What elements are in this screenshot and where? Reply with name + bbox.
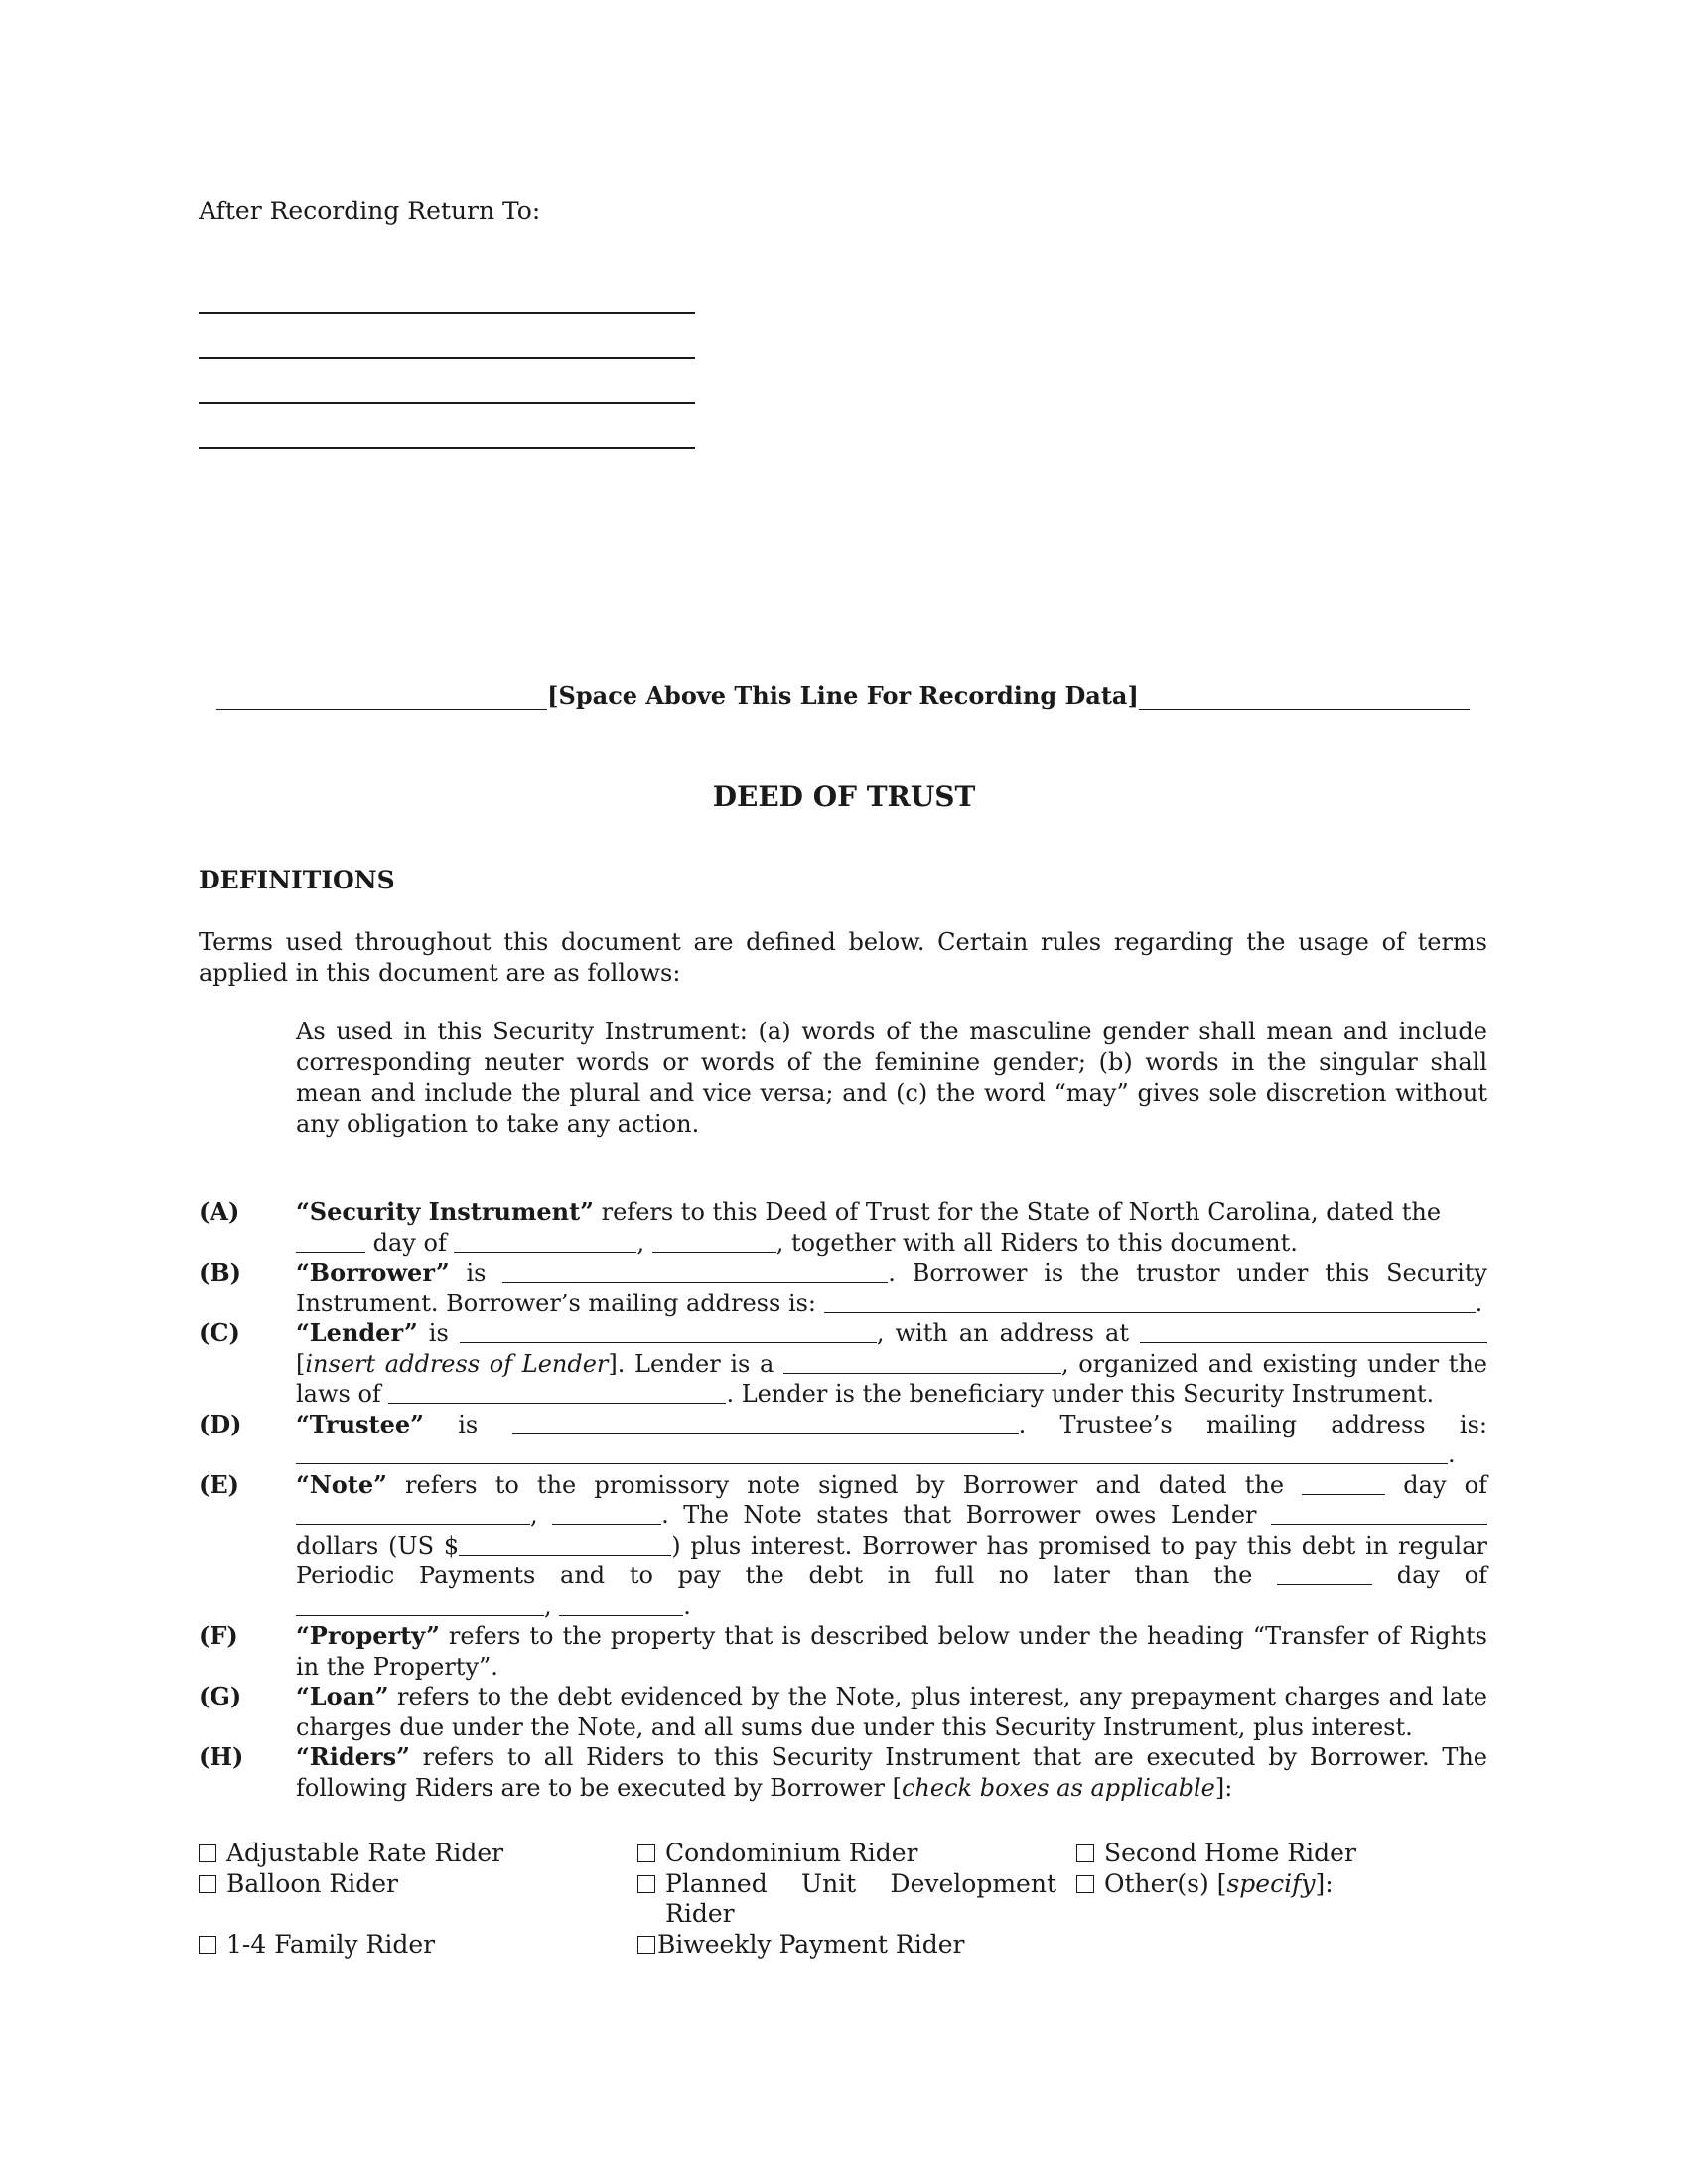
trustee-address-blank[interactable] <box>296 1441 1448 1464</box>
definition-body <box>296 1621 1487 1682</box>
definition-text: . The Note states that Borrower owes Lender <box>661 1501 1271 1529</box>
rider-label: 1-4 Family Rider <box>226 1929 436 1959</box>
lender-entity-type-blank[interactable] <box>783 1351 1061 1374</box>
lender-address-blank[interactable] <box>1140 1320 1487 1343</box>
definition-term: “Riders” <box>296 1742 410 1771</box>
definition-body <box>296 1470 1487 1622</box>
rider-grid-spacer <box>1076 1930 1489 1961</box>
definition-text: , together with all Riders to this document. <box>775 1228 1298 1257</box>
definition-term: “Note” <box>296 1469 387 1499</box>
definition-borrower <box>199 1258 1487 1318</box>
definition-letter: (G) <box>199 1682 242 1710</box>
rider-other[interactable] <box>1076 1869 1489 1930</box>
definition-text: . Borrower is the trustor under this Security Instrument. Borrower’s mailing address is: <box>296 1259 1487 1317</box>
definition-text: refers to all Riders to this Security Instrument that are executed by Borrower. The following Riders are to be executed by Borrower [ <box>296 1743 1487 1802</box>
definition-text: . Lender is the beneficiary under this Security Instrument. <box>726 1380 1435 1408</box>
definition-body <box>296 1258 1487 1318</box>
document-title: DEED OF TRUST <box>712 780 976 813</box>
definition-term: “Property” <box>296 1621 440 1650</box>
definition-body <box>296 1410 1487 1470</box>
checkbox-icon[interactable] <box>1076 1875 1094 1893</box>
recording-data-label: [Space Above This Line For Recording Data] <box>547 681 1139 710</box>
return-to-label: After Recording Return To: <box>199 197 541 225</box>
definition-text: , with an address at <box>876 1319 1141 1347</box>
rider-label: Planned Unit Development Rider <box>665 1868 1056 1928</box>
checkbox-icon[interactable] <box>199 1875 216 1893</box>
definition-letter: (F) <box>199 1621 238 1650</box>
definition-text: is <box>423 1410 512 1438</box>
definition-note <box>199 1470 1487 1622</box>
riders-checklist <box>199 1839 1489 1960</box>
definition-term: “Security Instrument” <box>296 1197 594 1226</box>
trustee-first-line <box>296 1410 1487 1440</box>
definition-text: ) plus interest. Borrower has promised to pay this debt in regular Periodic Payments and to pay the debt in full no later than the <box>296 1531 1487 1589</box>
definition-text: ]. Lender is a <box>608 1349 783 1378</box>
definition-text: ]: <box>1214 1773 1233 1802</box>
rider-other-text: Other(s) [ <box>1104 1868 1227 1898</box>
definition-body <box>296 1318 1487 1410</box>
rider-label: Adjustable Rate Rider <box>226 1839 504 1867</box>
note-day-blank[interactable] <box>1302 1472 1385 1495</box>
definition-text: . <box>1448 1440 1456 1468</box>
checkbox-icon[interactable] <box>199 1936 216 1954</box>
definition-body <box>296 1742 1487 1803</box>
definition-property <box>199 1621 1487 1682</box>
maturity-day-blank[interactable] <box>1277 1563 1372 1585</box>
rider-other-italic: specify <box>1226 1868 1316 1898</box>
return-address-line-3[interactable] <box>199 402 695 404</box>
definition-text: refers to the promissory note signed by Borrower and dated the <box>386 1470 1303 1499</box>
definition-text: day of <box>365 1228 455 1257</box>
definition-text: , <box>636 1228 652 1257</box>
dated-month-blank[interactable] <box>454 1230 636 1253</box>
definition-text: is <box>417 1319 460 1347</box>
definition-letter: (E) <box>199 1469 240 1499</box>
definition-riders <box>199 1742 1487 1803</box>
definition-text: [ <box>296 1349 306 1378</box>
definition-text: , <box>530 1501 553 1529</box>
definition-italic-note: check boxes as applicable <box>901 1773 1215 1802</box>
definition-text: . <box>683 1591 691 1620</box>
lender-jurisdiction-blank[interactable] <box>388 1381 726 1404</box>
definition-text: day of <box>1385 1470 1487 1499</box>
definition-term: “Borrower” <box>296 1258 450 1287</box>
maturity-month-blank[interactable] <box>296 1593 544 1616</box>
definition-text: dollars (US $ <box>296 1531 460 1560</box>
rider-second-home[interactable] <box>1076 1839 1489 1869</box>
recording-rule-left <box>216 709 547 710</box>
definition-letter: (B) <box>199 1258 241 1287</box>
definition-text: . <box>1475 1289 1483 1317</box>
checkbox-icon[interactable] <box>637 1936 655 1954</box>
rider-label: Balloon Rider <box>226 1868 398 1898</box>
return-address-line-2[interactable] <box>199 357 695 359</box>
definition-body <box>296 1197 1487 1258</box>
note-year-blank[interactable] <box>552 1502 661 1525</box>
recording-data-divider <box>216 681 1470 710</box>
borrower-name-blank[interactable] <box>502 1260 888 1283</box>
trustee-second-line <box>296 1439 1487 1470</box>
rider-label <box>1104 1869 1489 1900</box>
borrower-address-blank[interactable] <box>824 1291 1476 1313</box>
dated-day-blank[interactable] <box>296 1230 365 1253</box>
checkbox-icon[interactable] <box>199 1844 216 1862</box>
definition-security-instrument <box>199 1197 1487 1258</box>
definition-text: is <box>449 1259 503 1287</box>
definition-term: “Lender” <box>296 1318 418 1347</box>
checkbox-icon[interactable] <box>1076 1844 1094 1862</box>
recording-rule-right <box>1139 709 1470 710</box>
definition-loan <box>199 1682 1487 1742</box>
rider-balloon[interactable] <box>199 1869 637 1930</box>
rider-label: Second Home Rider <box>1104 1839 1356 1867</box>
checkbox-icon[interactable] <box>637 1875 655 1893</box>
definition-text: refers to this Deed of Trust for the State of North Carolina, dated the <box>594 1198 1442 1226</box>
definition-body <box>296 1682 1487 1742</box>
rider-label: Condominium Rider <box>665 1839 918 1867</box>
rider-other-text: ]: <box>1315 1868 1334 1898</box>
definition-term: “Loan” <box>296 1682 389 1710</box>
definition-letter: (D) <box>199 1409 242 1438</box>
definition-text: . Trustee’s mailing address is: <box>1018 1410 1488 1438</box>
definition-italic-note: insert address of Lender <box>305 1349 609 1378</box>
definition-letter: (H) <box>199 1742 244 1771</box>
rider-biweekly-payment[interactable] <box>637 1930 1076 1961</box>
rider-1-4-family[interactable] <box>199 1930 637 1961</box>
rider-planned-unit-development[interactable] <box>637 1869 1076 1930</box>
return-address-line-4[interactable] <box>199 447 695 449</box>
rider-adjustable-rate[interactable] <box>199 1839 637 1869</box>
dated-year-blank[interactable] <box>652 1230 776 1253</box>
return-address-line-1[interactable] <box>199 312 695 314</box>
definition-lender <box>199 1318 1487 1410</box>
definition-trustee <box>199 1410 1487 1470</box>
definitions-list <box>199 1197 1487 1803</box>
note-amount-words-blank[interactable] <box>1271 1502 1487 1525</box>
usage-rules-paragraph: As used in this Security Instrument: (a) words of the masculine gender shall mean and include corresponding neuter words or words of the feminine gender; (b) words in the singular shall mean and include the plural and vice versa; and (c) the word “may” gives sole discretion without any obligation to take any action. <box>296 1018 1487 1138</box>
note-amount-usd-blank[interactable] <box>459 1533 671 1556</box>
definition-letter: (A) <box>199 1197 240 1226</box>
definition-letter: (C) <box>199 1318 240 1347</box>
definitions-heading: DEFINITIONS <box>199 866 395 894</box>
definition-text: refers to the property that is described below under the heading “Transfer of Rights in the Property”. <box>296 1622 1487 1681</box>
rider-label: Biweekly Payment Rider <box>657 1929 965 1959</box>
maturity-year-blank[interactable] <box>559 1593 683 1616</box>
definition-text: , <box>544 1591 560 1620</box>
trustee-name-blank[interactable] <box>512 1412 1019 1434</box>
definition-text: refers to the debt evidenced by the Note, plus interest, any prepayment charges and late charges due under the Note, and all sums due under this Security Instrument, plus interest. <box>296 1683 1487 1741</box>
definition-term: “Trustee” <box>296 1409 424 1438</box>
definition-text: day of <box>1372 1562 1487 1589</box>
checkbox-icon[interactable] <box>637 1844 655 1862</box>
lender-name-blank[interactable] <box>460 1320 877 1343</box>
note-month-blank[interactable] <box>296 1502 530 1525</box>
definitions-intro: Terms used throughout this document are defined below. Certain rules regarding the usage of terms applied in this document are as follows: <box>199 928 1487 987</box>
rider-condominium[interactable] <box>637 1839 1076 1869</box>
definition-text: , organized and existing under the laws of <box>296 1349 1488 1408</box>
